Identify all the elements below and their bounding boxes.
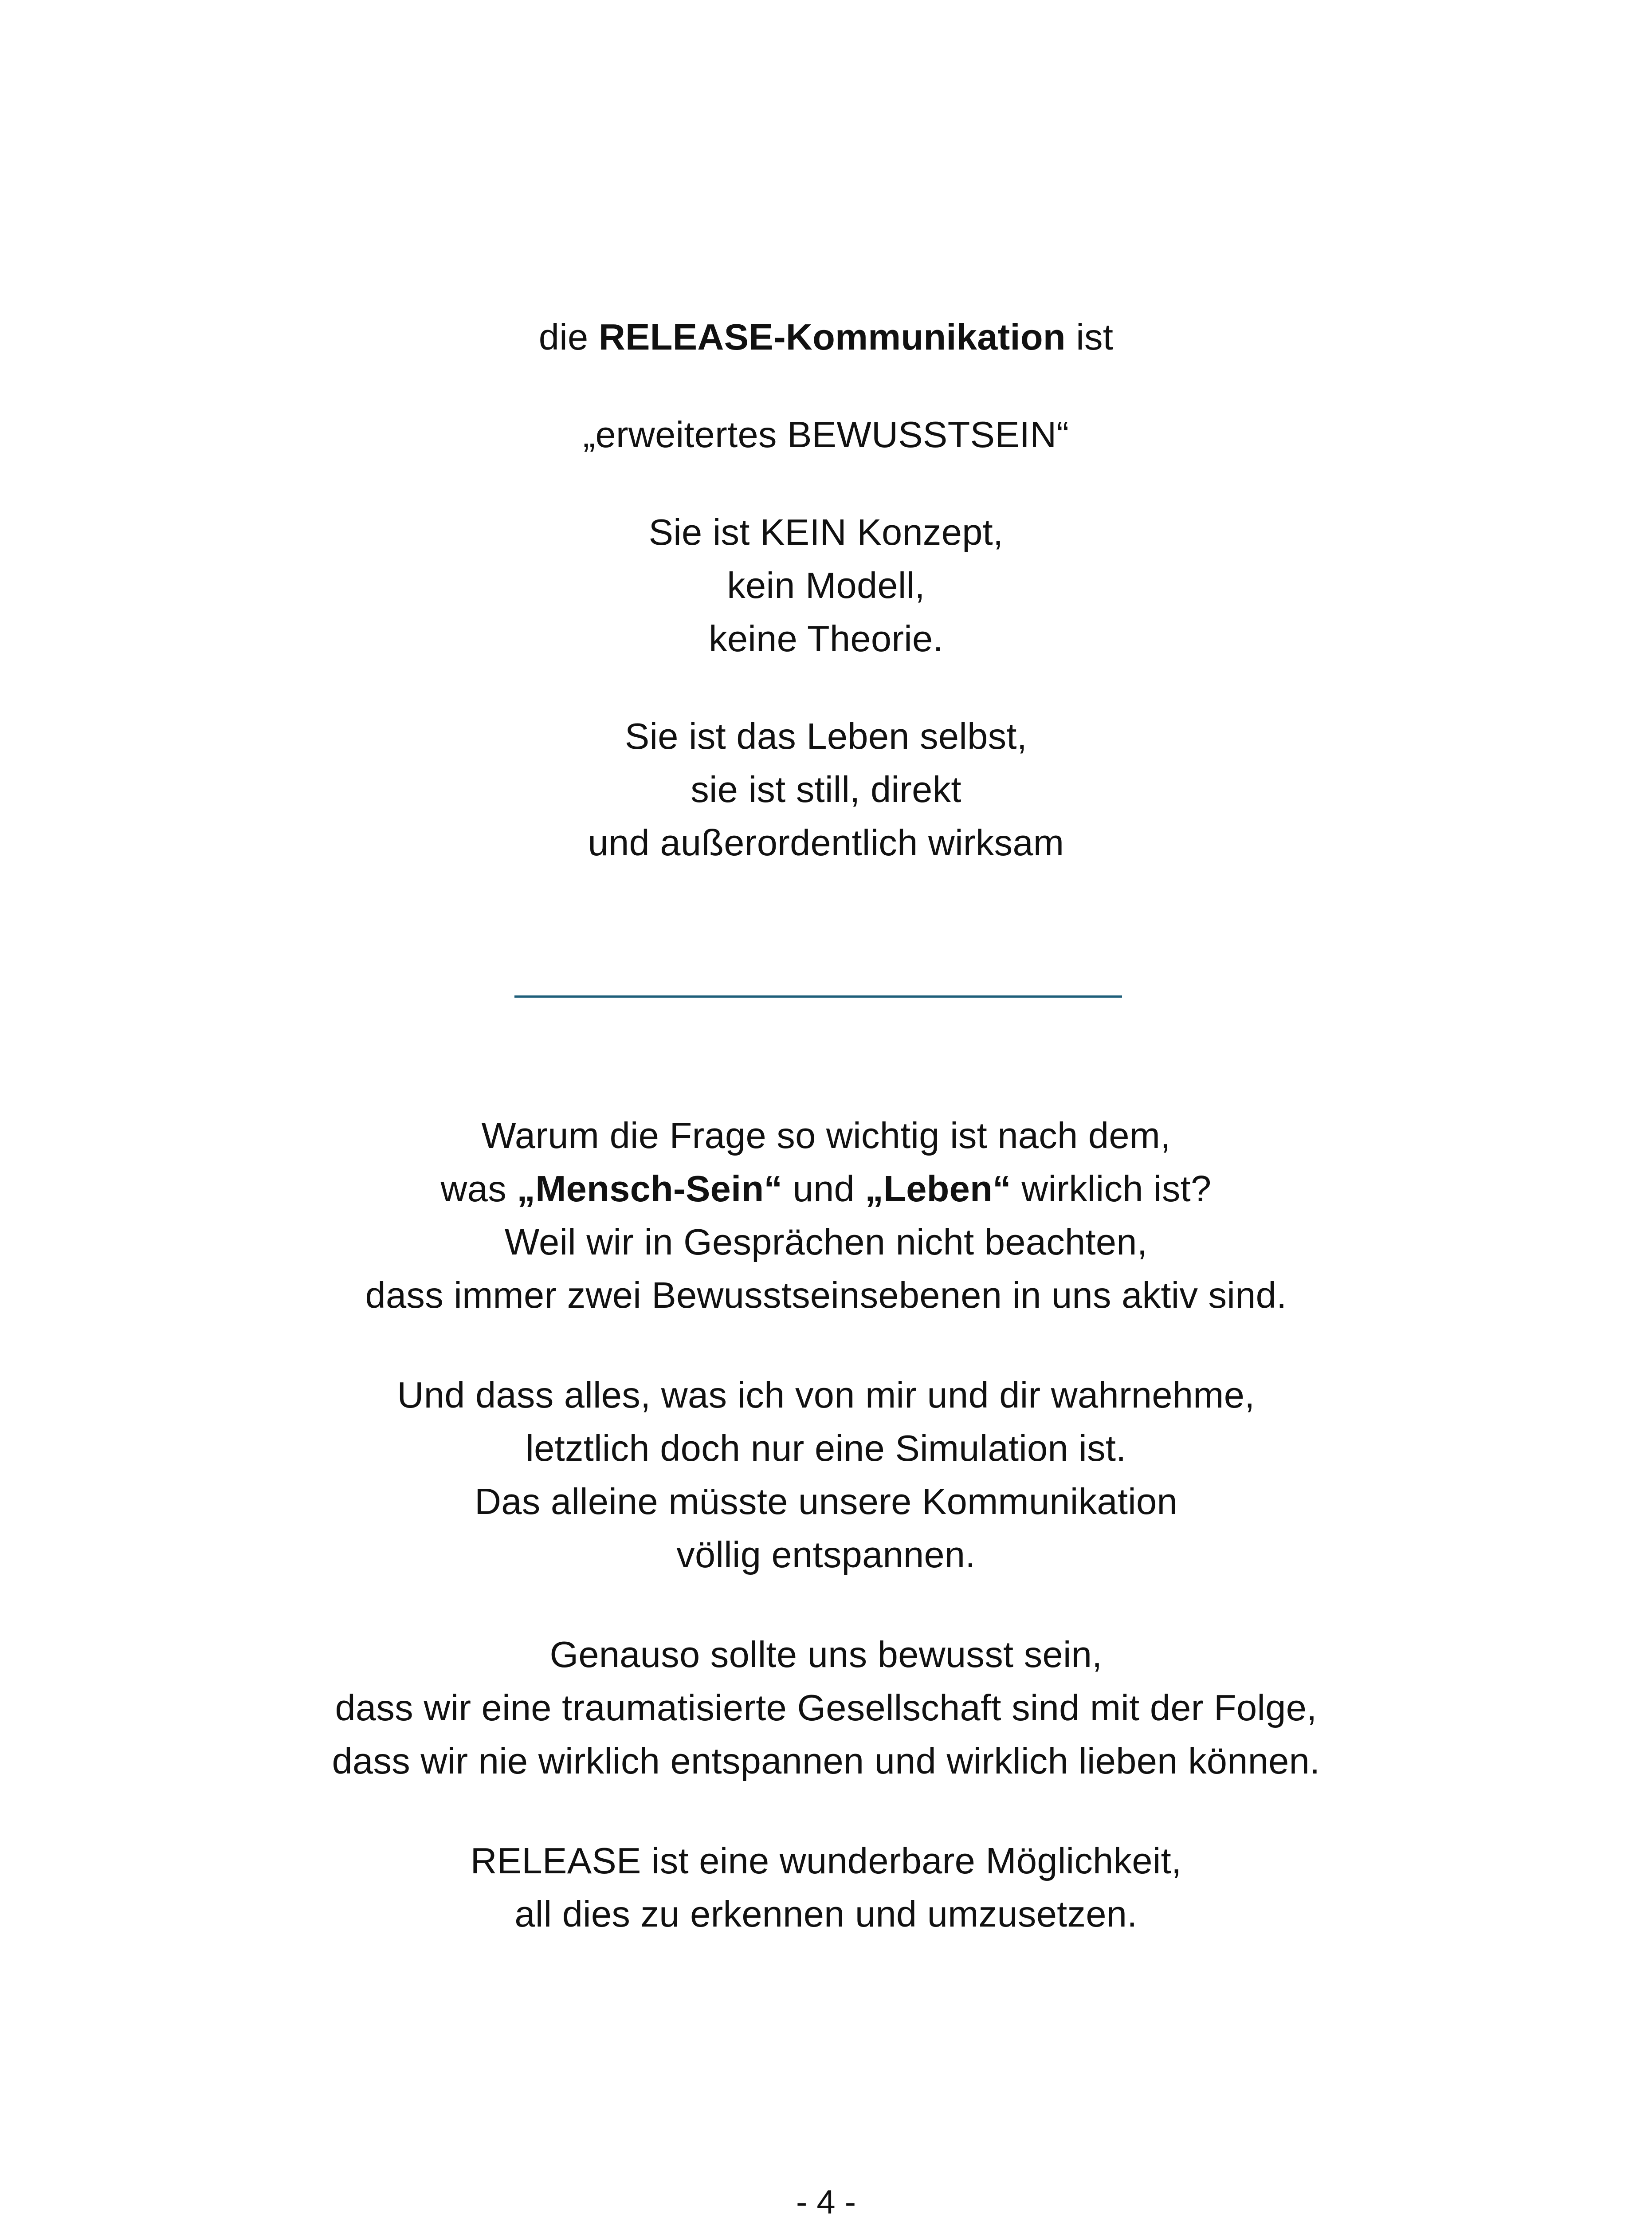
- stanza-1-line: keine Theorie.: [709, 618, 943, 659]
- mensch-sein-bold: „Mensch-Sein“: [517, 1168, 783, 1209]
- section-divider: [514, 995, 1122, 998]
- paragraph-3-line: Genauso sollte uns bewusst sein,: [549, 1634, 1103, 1675]
- paragraph-4-line: RELEASE ist eine wunderbare Möglichkeit,: [470, 1840, 1182, 1881]
- paragraph-1-line: dass immer zwei Bewusstseinsebenen in uns aktiv sind.: [365, 1274, 1287, 1316]
- intro-line-2: „erweitertes BEWUSSTSEIN“: [583, 414, 1069, 455]
- intro-subheading: [0, 408, 1652, 461]
- paragraph-1-line: was „Mensch-Sein“ und „Leben“ wirklich ist?: [440, 1168, 1212, 1209]
- paragraph-2-line: völlig entspannen.: [676, 1534, 976, 1575]
- stanza-1: [0, 506, 1652, 665]
- stanza-2-line: Sie ist das Leben selbst,: [624, 716, 1028, 757]
- paragraph-2-line: letztlich doch nur eine Simulation ist.: [526, 1428, 1126, 1469]
- release-kommunikation-bold: RELEASE-Kommunikation: [598, 316, 1066, 358]
- stanza-2-line: und außerordentlich wirksam: [588, 822, 1064, 863]
- stanza-1-line: Sie ist KEIN Konzept,: [648, 511, 1004, 553]
- paragraph-3-line: dass wir nie wirklich entspannen und wirklich lieben können.: [332, 1740, 1320, 1781]
- paragraph-1-line: Warum die Frage so wichtig ist nach dem,: [481, 1115, 1171, 1156]
- stanza-2: [0, 710, 1652, 869]
- stanza-2-line: sie ist still, direkt: [691, 769, 961, 810]
- page-number: - 4 -: [796, 2183, 856, 2218]
- paragraph-1: [0, 1109, 1652, 1322]
- paragraph-3-line: dass wir eine traumatisierte Gesellschaft sind mit der Folge,: [335, 1687, 1317, 1728]
- paragraph-2-line: Und dass alles, was ich von mir und dir wahrnehme,: [397, 1374, 1255, 1416]
- paragraph-4-line: all dies zu erkennen und umzusetzen.: [514, 1893, 1138, 1935]
- intro-heading: [0, 311, 1652, 364]
- stanza-1-line: kein Modell,: [727, 565, 925, 606]
- paragraph-1-line: Weil wir in Gesprächen nicht beachten,: [504, 1221, 1148, 1262]
- paragraph-2-line: Das alleine müsste unsere Kommunikation: [475, 1481, 1177, 1522]
- leben-bold: „Leben“: [865, 1168, 1011, 1209]
- paragraph-3: [0, 1628, 1652, 1788]
- intro-line-1: die RELEASE-Kommunikation ist: [538, 316, 1114, 358]
- paragraph-4: [0, 1834, 1652, 1941]
- paragraph-2: [0, 1369, 1652, 1581]
